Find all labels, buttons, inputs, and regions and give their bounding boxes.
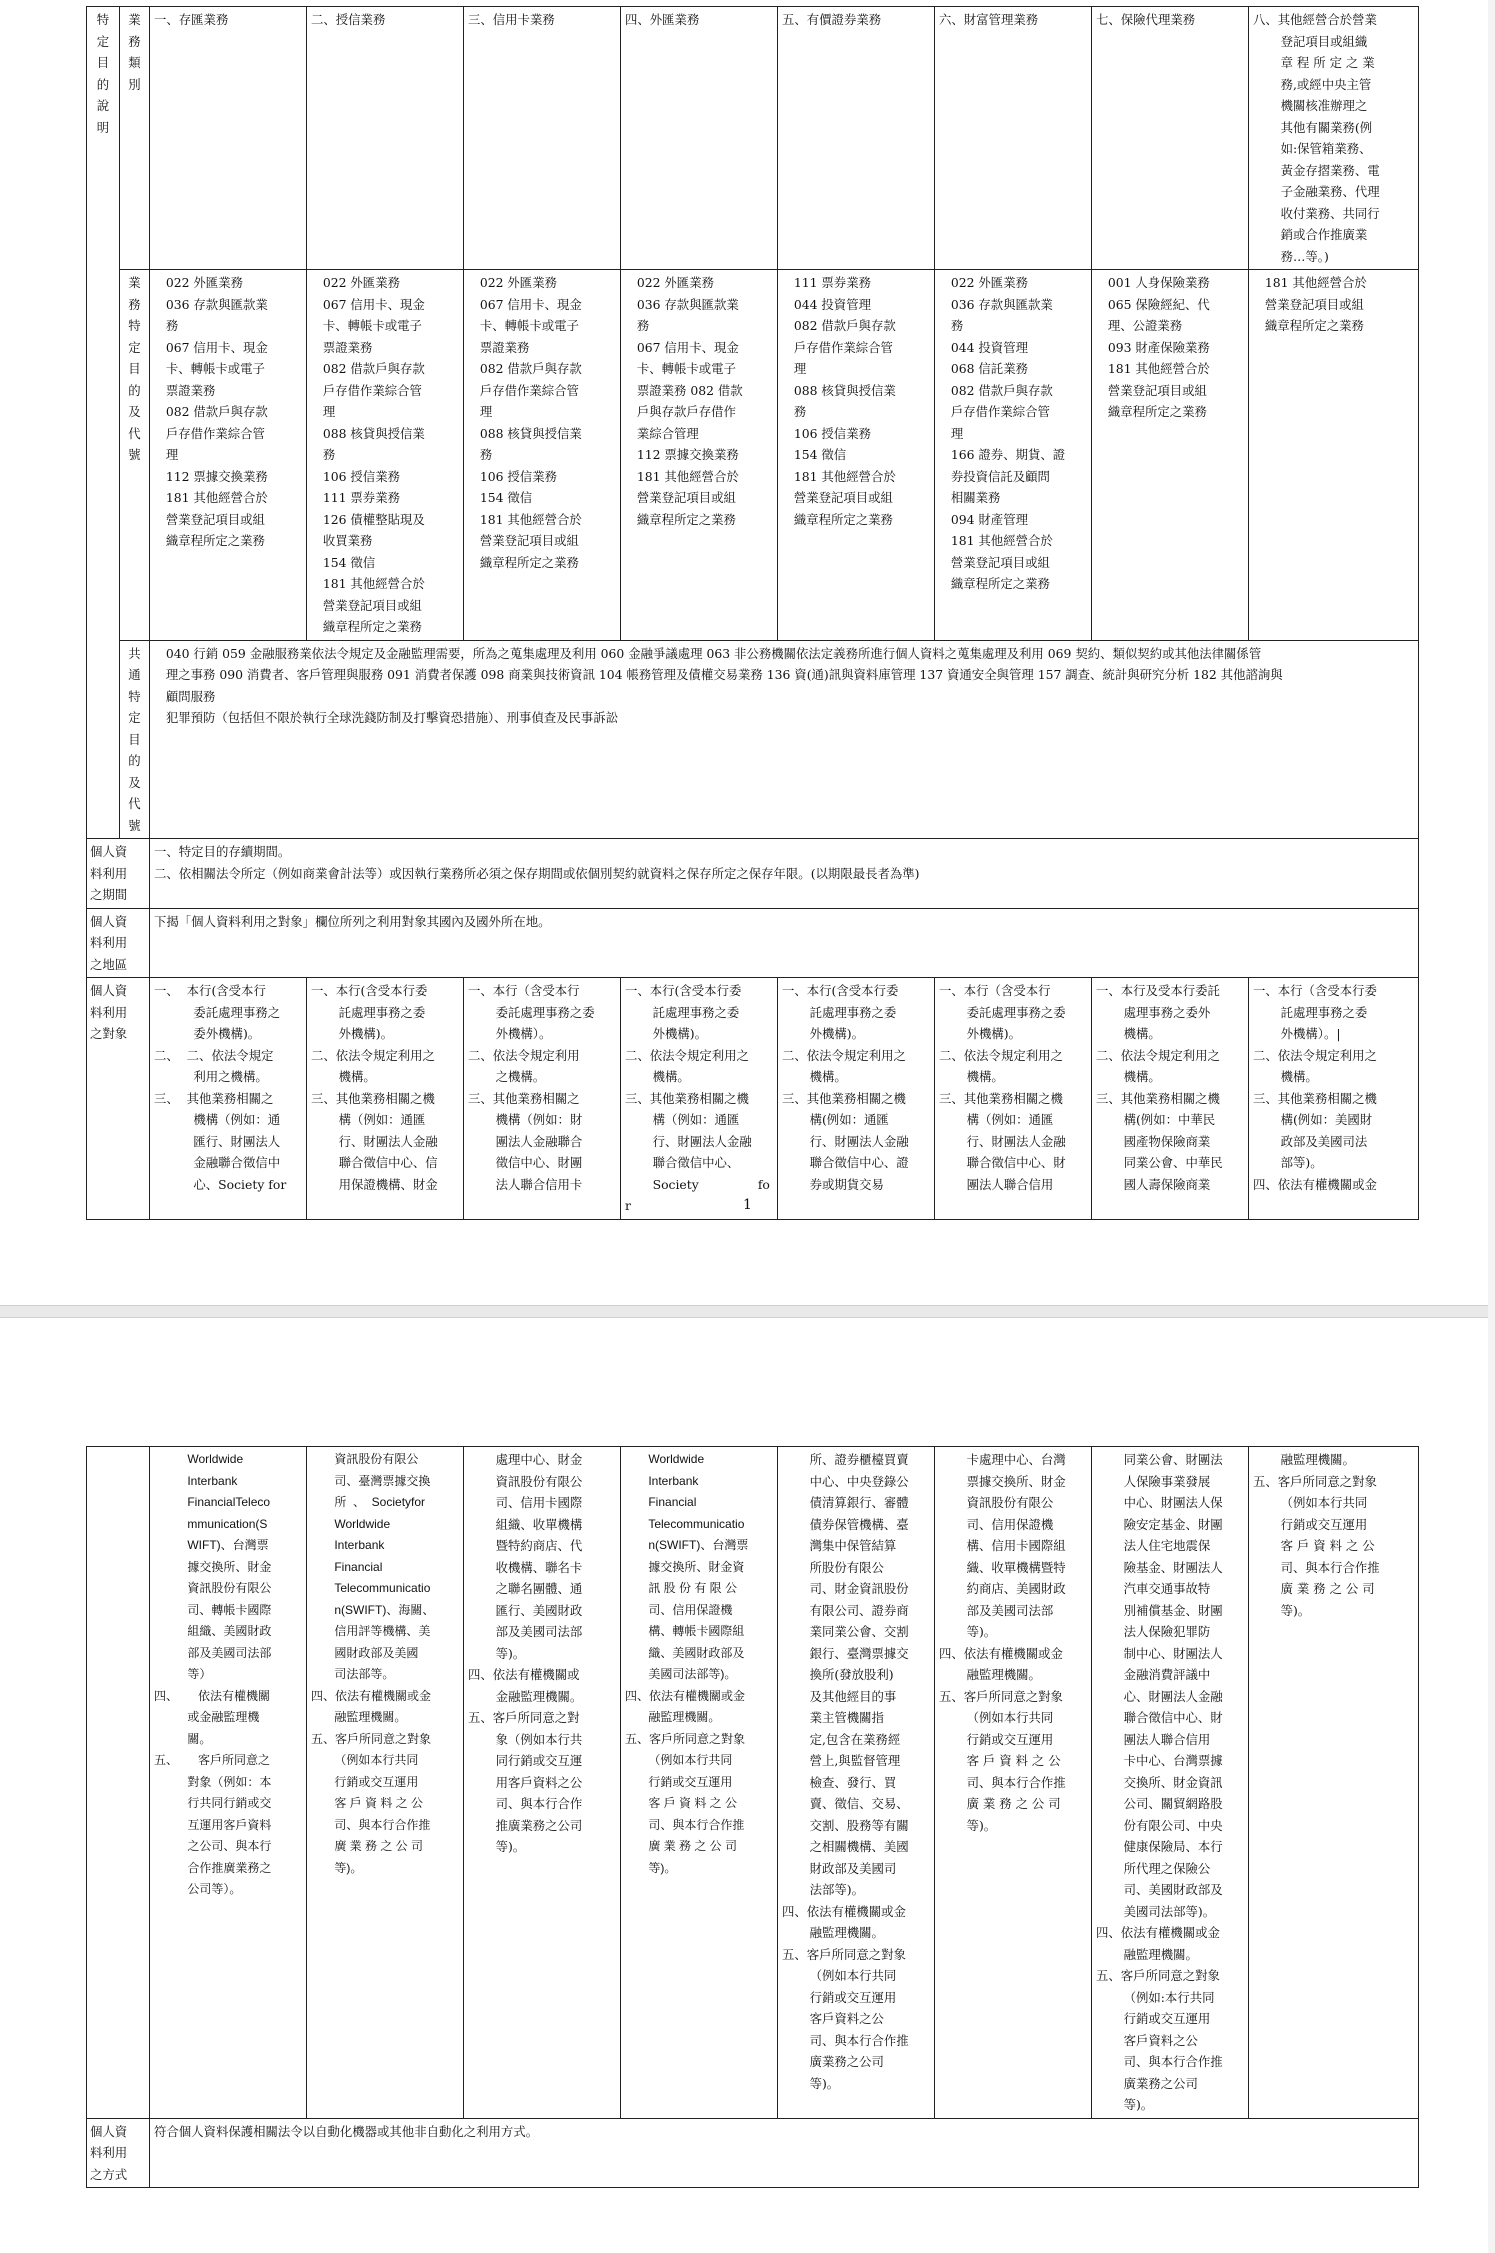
privacy-notice-table-continued — [86, 1446, 1419, 2188]
target-cell: 一、本行（含受本行委 託處理事務之委 外機構）。| 二、依法令規定利用之 機構。 三、其他業務相關之機 構(例如：美國財 政部及美國司法 部等)。 四、依法有權機關或金 — [1249, 978, 1419, 1220]
category-cell: 四、外匯業務 — [621, 7, 778, 270]
usage-target-row — [87, 978, 1419, 1220]
target-cell-continued: Worldwide Interbank FinancialTeleco mmunication(S WIFT)、台灣票 據交換所、財金 資訊股份有限公 司、轉帳卡國際 組織、美國財政 部及美國司法部 等） 四、 依法有權機關 或金融監理機 關。 五、 客戶所同意之 對象（例如：本 行共同行銷或交 互運用客戶資料 之公司、與本行 合作推廣業務之 公司等）。 — [150, 1447, 307, 2119]
target-cell: 一、本行(含受本行委 託處理事務之委 外機構)。 二、依法令規定利用之 機構。 三、其他業務相關之機 構(例如：通匯 行、財團法人金融 聯合徵信中心、證 券或期貨交易 — [778, 978, 935, 1220]
business-category-row — [87, 7, 1419, 270]
usage-target-continued-row — [87, 1447, 1419, 2119]
usage-period-text: 一、特定目的存續期間。 二、依相關法令所定（例如商業會計法等）或因執行業務所必須之保存期間或依個別契約就資料之保存所定之保存年限。(以期限最長者為準) — [150, 839, 1419, 909]
category-cell: 六、財富管理業務 — [935, 7, 1092, 270]
code-cell: 022 外匯業務 067 信用卡、現金 卡、轉帳卡或電子 票證業務 082 借款戶與存款 戶存借作業綜合管 理 088 核貸與授信業 務 106 授信業務 111 票券業務 126 債權整貼現及 收買業務 154 徵信 181 其他經營合於 營業登記項目或組 織章程所定之業務 — [307, 270, 464, 641]
target-cell: 一、本行（含受本行 委託處理事務之委 外機構）。 二、依法令規定利用 之機構。 三、其他業務相關之 機構（例如：財 團法人金融聯合 徵信中心、財團 法人聯合信用卡 — [464, 978, 621, 1220]
privacy-notice-table — [86, 6, 1419, 1220]
target-cell: 一、本行(含受本行委 託處理事務之委 外機構)。 二、依法令規定利用之 機構。 三、其他業務相關之機 構（例如：通匯 行、財團法人金融 聯合徵信中心、 Society for — [621, 978, 778, 1220]
common-purpose-text: 040 行銷 059 金融服務業依法令規定及金融監理需要，所為之蒐集處理及利用 060 金融爭議處理 063 非公務機關依法定義務所進行個人資料之蒐集處理及利用 069 契約、類似契約或其他法律關係管 理之事務 090 消費者、客戶管理與服務 091 消費者保護 098 商業與技術資訊 104 帳務管理及債權交易業務 136 資(通)訊與資料庫管理 137 資通安全與管理 157 調查、統計與研究分析 182 其他諮詢與 顧問服務 犯罪預防（包括但不限於執行全球洗錢防制及打擊資恐措施）、刑事偵查及民事訴訟 — [150, 640, 1419, 839]
code-cell: 001 人身保險業務 065 保險經紀、代 理、公證業務 093 財產保險業務 181 其他經營合於 營業登記項目或組 織章程所定之業務 — [1092, 270, 1249, 641]
empty-label-cell — [87, 1447, 150, 2119]
common-purpose-row — [87, 640, 1419, 839]
usage-method-row — [87, 2118, 1419, 2188]
category-cell: 一、存匯業務 — [150, 7, 307, 270]
code-cell: 022 外匯業務 036 存款與匯款業 務 067 信用卡、現金 卡、轉帳卡或電子 票證業務 082 借款 戶與存款戶存借作 業綜合管理 112 票據交換業務 181 其他經營合於 營業登記項目或組 織章程所定之業務 — [621, 270, 778, 641]
category-cell: 七、保險代理業務 — [1092, 7, 1249, 270]
target-cell: 一、 本行(含受本行 委託處理事務之 委外機構)。 二、 二、依法令規定 利用之機構。 三、 其他業務相關之 機構（例如：通 匯行、財團法人 金融聯合徵信中 心、Society for — [150, 978, 307, 1220]
target-cell-continued: 卡處理中心、台灣 票據交換所、財金 資訊股份有限公 司、信用保證機 構、信用卡國際組 織、收單機構暨特 約商店、美國財政 部及美國司法部 等)。 四、依法有權機關或金 融監理機關。 五、客戶所同意之對象 （例如本行共同 行銷或交互運用 客 戶 資 料 之 公 司、與本行合作推 廣 業 務 之 公 司 等)。 — [935, 1447, 1092, 2119]
target-cell: 一、本行（含受本行 委託處理事務之委 外機構)。 二、依法令規定利用之 機構。 三、其他業務相關之機 構（例如：通匯 行、財團法人金融 聯合徵信中心、財 團法人聯合信用 — [935, 978, 1092, 1220]
category-cell: 二、授信業務 — [307, 7, 464, 270]
common-purpose-label: 共 通 特 定 目 的 及 代 號 — [120, 640, 150, 839]
category-cell: 三、信用卡業務 — [464, 7, 621, 270]
target-cell-continued: 處理中心、財金 資訊股份有限公 司、信用卡國際 組織、收單機構 暨特約商店、代 收機構、聯名卡 之聯名團體、通 匯行、美國財政 部及美國司法部 等)。 四、依法有權機關或 金融監理機關。 五、客戶所同意之對 象（例如本行共 同行銷或交互運 用客戶資料之公 司、與本行合作 推廣業務之公司 等)。 — [464, 1447, 621, 2119]
category-label: 業 務 類 別 — [120, 7, 150, 270]
target-cell-continued: 融監理機關。 五、客戶所同意之對象 （例如本行共同 行銷或交互運用 客 戶 資 料 之 公 司、與本行合作推 廣 業 務 之 公 司 等)。 — [1249, 1447, 1419, 2119]
code-label: 業 務 特 定 目 的 及 代 號 — [120, 270, 150, 641]
usage-method-text: 符合個人資料保護相關法令以自動化機器或其他非自動化之利用方式。 — [150, 2118, 1419, 2188]
code-cell: 022 外匯業務 067 信用卡、現金 卡、轉帳卡或電子 票證業務 082 借款戶與存款 戶存借作業綜合管 理 088 核貸與授信業 務 106 授信業務 154 徵信 181 其他經營合於 營業登記項目或組 織章程所定之業務 — [464, 270, 621, 641]
usage-region-text: 下揭「個人資料利用之對象」欄位所列之利用對象其國內及國外所在地。 — [150, 908, 1419, 978]
usage-region-row — [87, 908, 1419, 978]
code-cell: 111 票券業務 044 投資管理 082 借款戶與存款 戶存借作業綜合管 理 088 核貸與授信業 務 106 授信業務 154 徵信 181 其他經營合於 營業登記項目或組 織章程所定之業務 — [778, 270, 935, 641]
usage-period-label: 個人資 料利用 之期間 — [87, 839, 150, 909]
business-code-row — [87, 270, 1419, 641]
target-cell-continued: 所、證券櫃檯買賣 中心、中央登錄公 債清算銀行、審體 債券保管機構、臺 灣集中保管結算 所股份有限公 司、財金資訊股份 有限公司、證券商 業同業公會、交割 銀行、臺灣票據交 換所(發放股利) 及其他經目的事 業主管機關指 定,包含在業務經 營上,與監督管理 檢查、發行、買 賣、徵信、交易、 交割、股務等有關 之相關機構、美國 財政部及美國司 法部等)。 四、依法有權機關或金 融監理機關。 五、客戶所同意之對象 （例如本行共同 行銷或交互運用 客戶資料之公 司、與本行合作推 廣業務之公司 等)。 — [778, 1447, 935, 2119]
purpose-label: 特 定 目 的 說 明 — [87, 7, 120, 839]
page-separator — [0, 1305, 1495, 1318]
usage-method-label: 個人資 料利用 之方式 — [87, 2118, 150, 2188]
target-cell: 一、本行及受本行委託 處理事務之委外 機構。 二、依法令規定利用之 機構。 三、其他業務相關之機 構(例如：中華民 國產物保險商業 同業公會、中華民 國人壽保險商業 — [1092, 978, 1249, 1220]
usage-region-label: 個人資 料利用 之地區 — [87, 908, 150, 978]
usage-period-row — [87, 839, 1419, 909]
category-cell: 八、其他經營合於營業 登記項目或組織 章 程 所 定 之 業 務,或經中央主管 機關核准辦理之 其他有關業務(例 如:保管箱業務、 黃金存摺業務、電 子金融業務、代理 收付業務、共同行 銷或合作推廣業 務…等。) — [1249, 7, 1419, 270]
code-cell: 181 其他經營合於 營業登記項目或組 織章程所定之業務 — [1249, 270, 1419, 641]
vertical-scrollbar[interactable] — [1488, 0, 1495, 2253]
page-number: 1 — [743, 1197, 752, 1213]
target-cell-continued: Worldwide Interbank Financial Telecommunicatio n(SWIFT)、台灣票 據交換所、財金資 訊 股 份 有 限 公 司、信用保證機 構、轉帳卡國際組 織、美國財政部及 美國司法部等)。 四、依法有權機關或金 融監理機關。 五、客戶所同意之對象 （例如本行共同 行銷或交互運用 客 戶 資 料 之 公 司、與本行合作推 廣 業 務 之 公 司 等)。 — [621, 1447, 778, 2119]
target-cell-continued: 同業公會、財團法 人保險事業發展 中心、財團法人保 險安定基金、財團 法人住宅地震保 險基金、財團法人 汽車交通事故特 別補償基金、財團 法人保險犯罪防 制中心、財團法人 金融消費評議中 心、財團法人金融 聯合徵信中心、財 團法人聯合信用 卡中心、台灣票據 交換所、財金資訊 公司、關貿網路股 份有限公司、中央 健康保險局、本行 所代理之保險公 司、美國財政部及 美國司法部等)。 四、依法有權機關或金 融監理機關。 五、客戶所同意之對象 （例如:本行共同 行銷或交互運用 客戶資料之公 司、與本行合作推 廣業務之公司 等)。 — [1092, 1447, 1249, 2119]
usage-target-label: 個人資 料利用 之對象 — [87, 978, 150, 1220]
document-page-2 — [0, 1318, 1495, 2253]
code-cell: 022 外匯業務 036 存款與匯款業 務 067 信用卡、現金 卡、轉帳卡或電子 票證業務 082 借款戶與存款 戶存借作業綜合管 理 112 票據交換業務 181 其他經營合於 營業登記項目或組 織章程所定之業務 — [150, 270, 307, 641]
code-cell: 022 外匯業務 036 存款與匯款業 務 044 投資管理 068 信託業務 082 借款戶與存款 戶存借作業綜合管 理 166 證券、期貨、證 券投資信託及顧問 相關業務 094 財產管理 181 其他經營合於 營業登記項目或組 織章程所定之業務 — [935, 270, 1092, 641]
target-cell: 一、本行(含受本行委 託處理事務之委 外機構)。 二、依法令規定利用之 機構。 三、其他業務相關之機 構（例如：通匯 行、財團法人金融 聯合徵信中心、信 用保證機構、財金 — [307, 978, 464, 1220]
category-cell: 五、有價證券業務 — [778, 7, 935, 270]
target-cell-continued: 資訊股份有限公 司、臺灣票據交換 所 、 Societyfor Worldwide Interbank Financial Telecommunicatio n(SWIFT)、海關、 信用評等機構、美 國財政部及美國 司法部等。 四、依法有權機關或金 融監理機關。 五、客戶所同意之對象 （例如本行共同 行銷或交互運用 客 戶 資 料 之 公 司、與本行合作推 廣 業 務 之 公 司 等)。 — [307, 1447, 464, 2119]
